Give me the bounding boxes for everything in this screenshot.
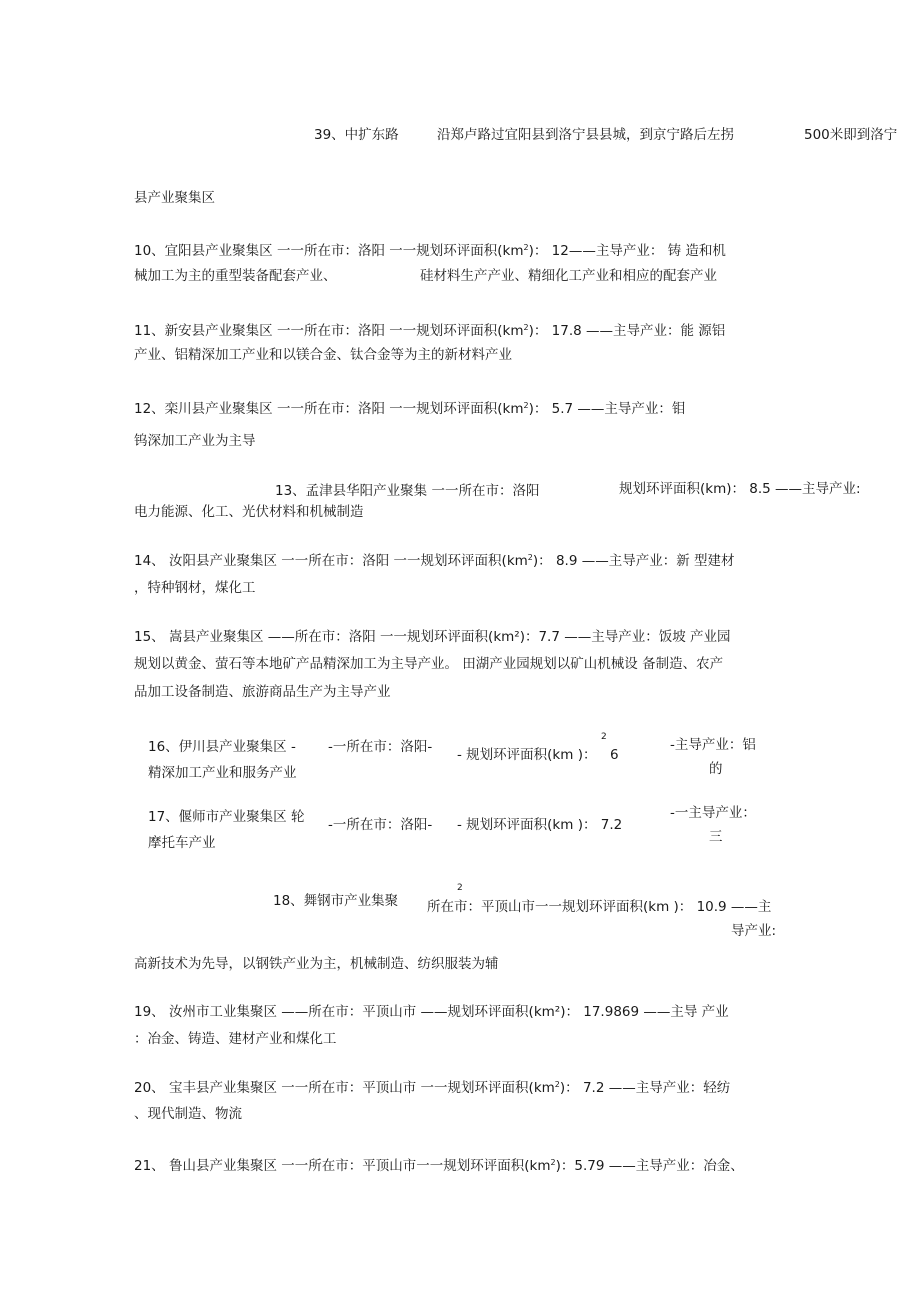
zone-10-line2a: 械加工为主的重型装备配套产业、 — [134, 268, 337, 284]
zone-13-line2: 电力能源、化工、光伏材料和机械制造 — [134, 504, 364, 520]
route-39-number: 39、中扩东路 — [314, 127, 399, 143]
zone-12-line2: 钨深加工产业为主导 — [134, 433, 256, 449]
zone-11-line1: 11、新安县产业聚集区 一一所在市：洛阳 一一规划环评面积$(km^2)$： 17.8 ——主导产业：能 源铝 — [134, 323, 726, 339]
zone-18-wrap: 导产业: — [731, 923, 777, 939]
zone-17-city: -一所在市：洛阳- — [328, 817, 433, 833]
zone-12-line1: 12、栾川县产业聚集区 一一所在市：洛阳 一一规划环评面积$(km^2)$： 5.7 ——主导产业：钼 — [134, 401, 686, 417]
zone-15-line2: 规划以黄金、萤石等本地矿产品精深加工为主导产业。 田湖产业园规划以矿山机械设 备制造、农产 — [134, 656, 724, 672]
zone-18-line2: 高新技术为先导，以钢铁产业为主，机械制造、纺织服装为辅 — [134, 956, 499, 972]
zone-17-name: 17、偃师市产业聚集区 轮 — [148, 809, 305, 825]
zone-17-area: - 规划环评面积(km )： 7.2 — [457, 817, 623, 833]
zone-15-line1: 15、 嵩县产业聚集区 ——所在市：洛阳 一一规划环评面积(km²)：7.7 ——主导产业：饭坡 产业园 — [134, 629, 731, 645]
route-39-text: 沿郑卢路过宜阳县到洛宁县县城，到京宁路后左拐 — [437, 127, 734, 143]
zone-16-industry-label: -主导产业：铝 — [670, 737, 756, 753]
zone-11-line2: 产业、铝精深加工产业和以镁合金、钛合金等为主的新材料产业 — [134, 347, 512, 363]
zone-20-line2: 、现代制造、物流 — [134, 1106, 242, 1122]
route-39-distance: 500米即到洛宁 — [804, 127, 898, 143]
zone-16-trailing: 的 — [709, 761, 723, 777]
zone-20-line1: 20、 宝丰县产业集聚区 一一所在市：平顶山市 一一规划环评面积$(km^2)$： 7.2 ——主导产业：轻纺 — [134, 1080, 731, 1096]
zone-19-line2: ：冶金、铸造、建材产业和煤化工 — [134, 1031, 337, 1047]
zone-17-line2: 摩托车产业 — [148, 835, 216, 851]
route-39-continuation: 县产业聚集区 — [134, 190, 215, 206]
zone-21-line1: 21、 鲁山县产业集聚区 一一所在市：平顶山市一一规划环评面积$(km^2)$：5.79 ——主导产业：冶金、 — [134, 1158, 744, 1174]
zone-10-line2b: 硅材料生产产业、精细化工产业和相应的配套产业 — [420, 268, 717, 284]
zone-10-line1: 10、宜阳县产业聚集区 一一所在市：洛阳 一一规划环评面积$(km^2)$： 12——主导产业： 铸 造和机 — [134, 243, 726, 259]
zone-16-area-value: 6 — [610, 747, 619, 763]
zone-17-industry-label: -一主导产业： — [670, 805, 756, 821]
zone-18-name: 18、舞钢市产业集聚 — [273, 893, 399, 909]
zone-16-city: -一所在市：洛阳- — [328, 739, 433, 755]
zone-19-line1: 19、 汝州市工业集聚区 ——所在市：平顶山市 ——规划环评面积(km²)： 17.9869 ——主导 产业 — [134, 1004, 729, 1020]
zone-16-name: 16、伊川县产业聚集区 - — [148, 739, 296, 755]
zone-18-line1: 所在市：平顶山市一一规划环评面积(km )： 10.9 ——主 — [427, 899, 772, 915]
zone-16-superscript: 2 — [601, 732, 607, 742]
zone-13-line1a: 13、孟津县华阳产业聚集 一一所在市：洛阳 — [275, 483, 540, 499]
zone-16-line2: 精深加工产业和服务产业 — [148, 765, 297, 781]
zone-16-area-label: - 规划环评面积(km )： — [457, 747, 597, 763]
zone-14-line1: 14、 汝阳县产业聚集区 一一所在市：洛阳 一一规划环评面积$(km^2)$： 8.9 ——主导产业：新 型建材 — [134, 553, 735, 569]
zone-14-line2: ，特种钢材，煤化工 — [134, 580, 256, 596]
zone-18-superscript: 2 — [457, 883, 463, 893]
zone-13-line1b: 规划环评面积(km)： 8.5 ——主导产业: — [619, 481, 861, 497]
zone-15-line3: 品加工设备制造、旅游商品生产为主导产业 — [134, 684, 391, 700]
zone-17-trailing: 三 — [709, 829, 723, 845]
